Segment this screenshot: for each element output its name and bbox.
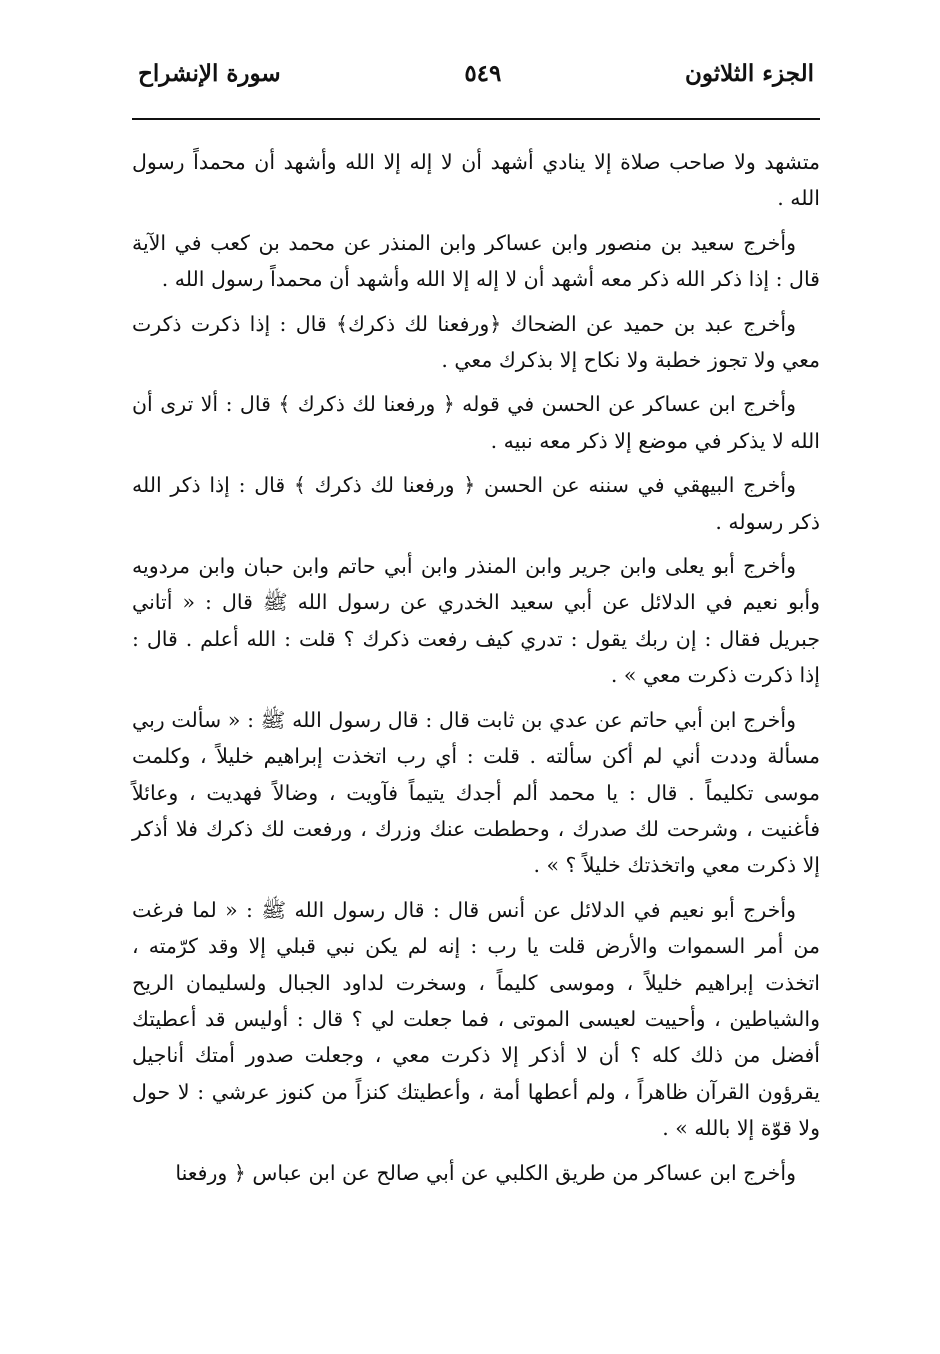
paragraph: وأخرج البيهقي في سننه عن الحسن ﴿ ورفعنا لك ذكرك ﴾ قال : إذا ذكر الله ذكر رسوله . [132,473,820,534]
paragraph: وأخرج ابن عساكر من طريق الكلبي عن أبي صالح عن ابن عباس ﴿ ورفعنا [175,1160,796,1185]
paragraph: متشهد ولا صاحب صلاة إلا ينادي أشهد أن لا إله إلا الله وأشهد أن محمداً رسول الله . [132,150,820,211]
paragraph: وأخرج عبد بن حميد عن الضحاك ﴿ورفعنا لك ذكرك﴾ قال : إذا ذكرت ذكرت معي ولا تجوز خطبة ولا نكاح إلا بذكرك معي . [132,311,820,373]
page-body [132,144,820,1191]
page-number: ٥٤٩ [464,60,502,87]
paragraph: وأخرج ابن أبي حاتم عن عدي بن ثابت قال : قال رسول الله ﷺ : « سألت ربي مسألة وددت أني لم أكن سألته . قلت : أي رب اتخذت إبراهيم خليلاً ، وكلمت موسى تكليماً . قال : يا محمد ألم أجدك يتيماً فآويت ، وضالاً فهديت ، وعائلاً فأغنيت ، وشرحت لك صدرك ، وحططت عنك وزرك ، ورفعت لك ذكرك فلا أذكر إلا ذكرت معي واتخذتك خليلاً ؟ » . [132,707,820,878]
paragraph: وأخرج سعيد بن منصور وابن عساكر وابن المنذر عن محمد بن كعب في الآية قال : إذا ذكر الله ذكر معه أشهد أن لا إله إلا الله وأشهد أن محمداً رسول الله . [132,230,820,292]
paragraph: وأخرج أبو نعيم في الدلائل عن أنس قال : قال رسول الله ﷺ : « لما فرغت من أمر السموات والأرض قلت يا رب : إنه لم يكن نبي قبلي إلا وقد كرّمته ، اتخذت إبراهيم خليلاً ، وموسى كليماً ، وسخرت لداود الجبال ولسليمان الريح والشياطين ، وأحييت لعيسى الموتى ، فما جعلت لي ؟ قال : أوليس قد أعطيتك أفضل من ذلك كله ؟ أن لا أذكر إلا ذكرت معي ، وجعلت صدور أمتك أناجيل يقرؤون القرآن ظاهراً ، ولم أعطها أمة ، وأعطيتك كنزاً من كنوز عرشي : لا حول ولا قوّة إلا بالله » . [132,897,820,1141]
part-title: الجزء الثلاثون [685,60,814,87]
paragraph: وأخرج أبو يعلى وابن جرير وابن المنذر وابن أبي حاتم وابن حبان وابن مردويه وأبو نعيم في الدلائل عن أبي سعيد الخدري عن رسول الله ﷺ قال : « أتاني جبريل فقال : إن ربك يقول : تدري كيف رفعت ذكرك ؟ قلت : الله أعلم . قال : إذا ذكرت ذكرت معي » . [132,554,820,688]
header-rule [132,118,820,120]
running-header [132,60,820,112]
paragraph: وأخرج ابن عساكر عن الحسن في قوله ﴿ ورفعنا لك ذكرك ﴾ قال : ألا ترى أن الله لا يذكر في موضع إلا ذكر معه نبيه . [132,392,820,453]
surah-title: سورة الإنشراح [138,60,281,87]
book-page [132,60,820,1199]
